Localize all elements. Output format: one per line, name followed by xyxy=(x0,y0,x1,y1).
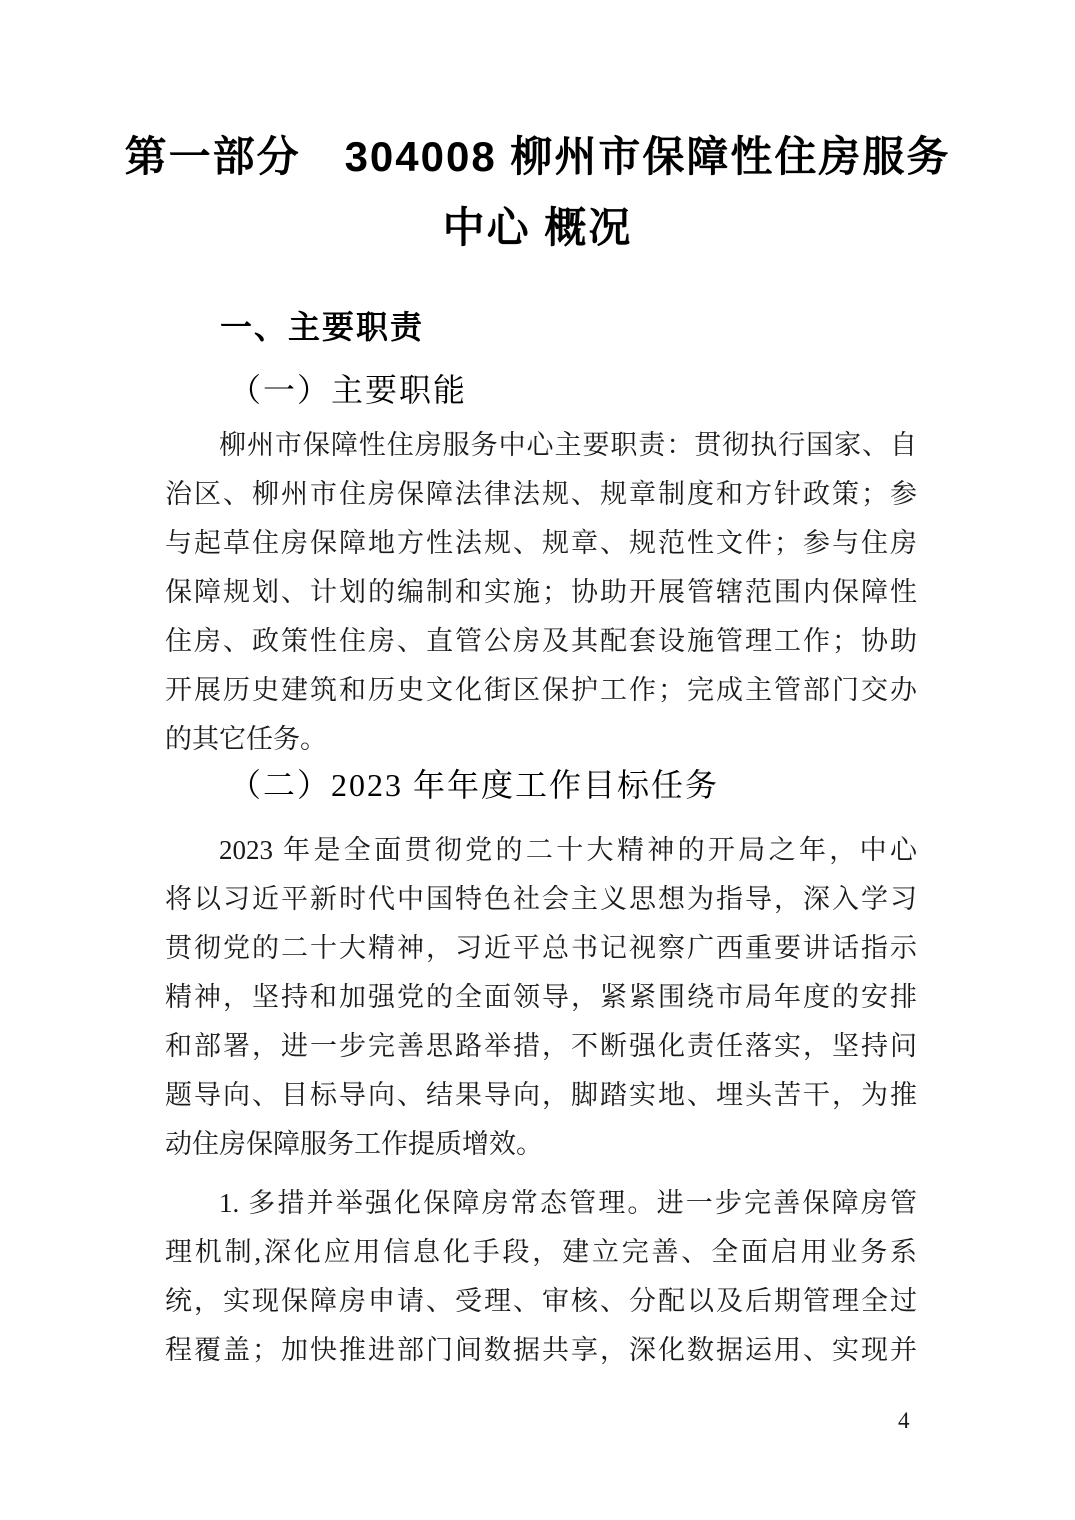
subsection-heading-2023-work-targets: （二）2023 年年度工作目标任务 xyxy=(229,767,720,803)
paragraph-task-1-housing-management xyxy=(165,1179,917,1375)
text-line: 题导向、目标导向、结果导向，脚踏实地、埋头苦干，为推 xyxy=(165,1080,917,1110)
text-line: 和部署，进一步完善思路举措，不断强化责任落实，坚持问 xyxy=(165,1031,917,1061)
text-line: 理机制,深化应用信息化手段，建立完善、全面启用业务系 xyxy=(165,1237,917,1267)
text-line: 将以习近平新时代中国特色社会主义思想为指导，深入学习 xyxy=(165,884,917,914)
text-line: 程覆盖；加快推进部门间数据共享，深化数据运用、实现并 xyxy=(165,1335,917,1365)
document-title xyxy=(0,121,1075,263)
paragraph-main-functions xyxy=(165,421,917,764)
paragraph-2023-overview xyxy=(165,826,917,1169)
section-heading-main-duties: 一、主要职责 xyxy=(220,309,425,345)
subsection-heading-main-functions: （一）主要职能 xyxy=(229,372,468,408)
text-line: 开展历史建筑和历史文化街区保护工作；完成主管部门交办 xyxy=(165,675,917,705)
text-line: 动住房保障服务工作提质增效。 xyxy=(165,1129,543,1159)
text-line: 治区、柳州市住房保障法律法规、规章制度和方针政策；参 xyxy=(165,479,917,509)
text-line: 精神，坚持和加强党的全面领导，紧紧围绕市局年度的安排 xyxy=(165,982,917,1012)
text-line: 统，实现保障房申请、受理、审核、分配以及后期管理全过 xyxy=(165,1286,917,1316)
text-line: 1. 多措并举强化保障房常态管理。进一步完善保障房管 xyxy=(219,1188,917,1218)
text-line: 的其它任务。 xyxy=(165,724,327,754)
document-title-line-1: 第一部分 304008 柳州市保障性住房服务 xyxy=(124,133,951,180)
text-line: 保障规划、计划的编制和实施；协助开展管辖范围内保障性 xyxy=(165,577,917,607)
text-line: 与起草住房保障地方性法规、规章、规范性文件；参与住房 xyxy=(165,528,917,558)
document-title-line-2: 中心 概况 xyxy=(442,204,633,251)
text-line: 住房、政策性住房、直管公房及其配套设施管理工作；协助 xyxy=(165,626,917,656)
text-line: 贯彻党的二十大精神，习近平总书记视察广西重要讲话指示 xyxy=(165,933,917,963)
text-line: 2023 年是全面贯彻党的二十大精神的开局之年，中心 xyxy=(219,835,917,865)
text-line: 柳州市保障性住房服务中心主要职责：贯彻执行国家、自 xyxy=(219,430,917,460)
page-number: 4 xyxy=(898,1408,910,1433)
